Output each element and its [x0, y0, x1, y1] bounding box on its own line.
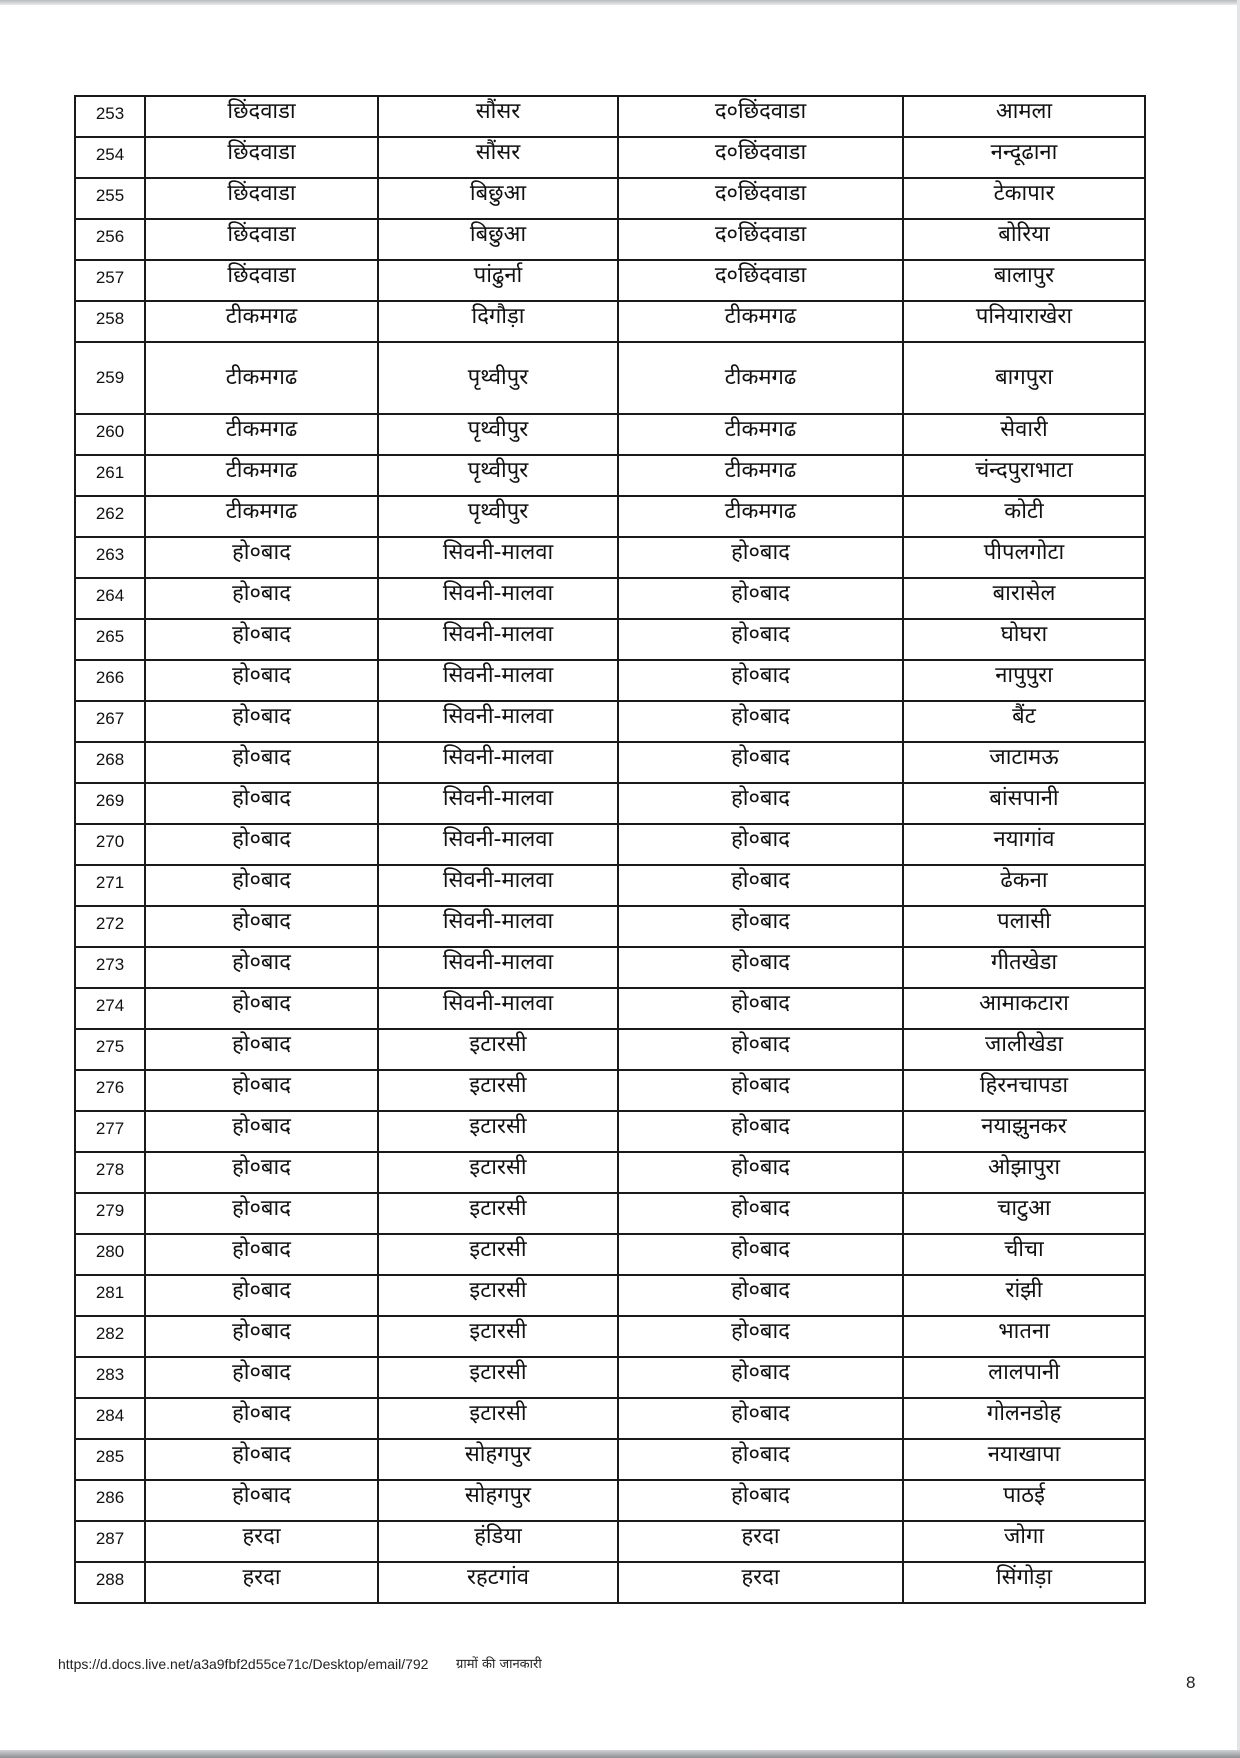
table-row: [75, 342, 1145, 414]
table-row: [75, 578, 1145, 619]
serial-number-cell: 259: [75, 342, 145, 414]
district-cell: हो०बाद: [145, 1029, 378, 1070]
table-row: [75, 783, 1145, 824]
table-row: [75, 496, 1145, 537]
district-cell: हो०बाद: [145, 988, 378, 1029]
table-row: [75, 660, 1145, 701]
block-cell: सिवनी-मालवा: [378, 742, 618, 783]
block-cell: सिवनी-मालवा: [378, 701, 618, 742]
village-table-body: [75, 96, 1145, 1603]
village-cell: जाटामऊ: [903, 742, 1145, 783]
serial-number-cell: 277: [75, 1111, 145, 1152]
serial-number-cell: 280: [75, 1234, 145, 1275]
district-cell: हो०बाद: [145, 783, 378, 824]
division-cell: हो०बाद: [618, 906, 903, 947]
district-cell: हो०बाद: [145, 1234, 378, 1275]
district-cell: टीकमगढ: [145, 496, 378, 537]
block-cell: इटारसी: [378, 1398, 618, 1439]
table-row: [75, 1398, 1145, 1439]
village-cell: लालपानी: [903, 1357, 1145, 1398]
serial-number-cell: 270: [75, 824, 145, 865]
village-cell: गीतखेडा: [903, 947, 1145, 988]
serial-number-cell: 265: [75, 619, 145, 660]
block-cell: सिवनी-मालवा: [378, 865, 618, 906]
serial-number-cell: 282: [75, 1316, 145, 1357]
block-cell: सोहगपुर: [378, 1439, 618, 1480]
table-row: [75, 947, 1145, 988]
division-cell: हो०बाद: [618, 578, 903, 619]
division-cell: टीकमगढ: [618, 414, 903, 455]
block-cell: सिवनी-मालवा: [378, 824, 618, 865]
division-cell: टीकमगढ: [618, 496, 903, 537]
block-cell: इटारसी: [378, 1029, 618, 1070]
division-cell: हो०बाद: [618, 783, 903, 824]
block-cell: इटारसी: [378, 1193, 618, 1234]
block-cell: सोहगपुर: [378, 1480, 618, 1521]
serial-number-cell: 257: [75, 260, 145, 301]
village-cell: भातना: [903, 1316, 1145, 1357]
block-cell: सिवनी-मालवा: [378, 578, 618, 619]
district-cell: हो०बाद: [145, 660, 378, 701]
serial-number-cell: 263: [75, 537, 145, 578]
block-cell: बिछुआ: [378, 219, 618, 260]
serial-number-cell: 255: [75, 178, 145, 219]
serial-number-cell: 261: [75, 455, 145, 496]
serial-number-cell: 269: [75, 783, 145, 824]
village-cell: बैंट: [903, 701, 1145, 742]
division-cell: हो०बाद: [618, 1357, 903, 1398]
district-cell: हो०बाद: [145, 906, 378, 947]
serial-number-cell: 274: [75, 988, 145, 1029]
village-cell: नापुपुरा: [903, 660, 1145, 701]
district-cell: हो०बाद: [145, 1070, 378, 1111]
division-cell: हो०बाद: [618, 1398, 903, 1439]
district-cell: हो०बाद: [145, 1275, 378, 1316]
division-cell: द०छिंदवाडा: [618, 178, 903, 219]
serial-number-cell: 262: [75, 496, 145, 537]
district-cell: छिंदवाडा: [145, 96, 378, 137]
village-cell: पलासी: [903, 906, 1145, 947]
table-row: [75, 414, 1145, 455]
serial-number-cell: 272: [75, 906, 145, 947]
division-cell: हो०बाद: [618, 1070, 903, 1111]
district-cell: टीकमगढ: [145, 342, 378, 414]
table-row: [75, 619, 1145, 660]
village-cell: बालापुर: [903, 260, 1145, 301]
village-cell: घोघरा: [903, 619, 1145, 660]
serial-number-cell: 267: [75, 701, 145, 742]
table-row: [75, 1562, 1145, 1603]
block-cell: इटारसी: [378, 1070, 618, 1111]
block-cell: इटारसी: [378, 1152, 618, 1193]
division-cell: हरदा: [618, 1521, 903, 1562]
district-cell: हरदा: [145, 1521, 378, 1562]
serial-number-cell: 271: [75, 865, 145, 906]
table-row: [75, 1480, 1145, 1521]
block-cell: पृथ्वीपुर: [378, 414, 618, 455]
district-cell: हो०बाद: [145, 742, 378, 783]
district-cell: छिंदवाडा: [145, 260, 378, 301]
serial-number-cell: 258: [75, 301, 145, 342]
village-cell: चीचा: [903, 1234, 1145, 1275]
district-cell: छिंदवाडा: [145, 219, 378, 260]
serial-number-cell: 266: [75, 660, 145, 701]
division-cell: टीकमगढ: [618, 342, 903, 414]
table-row: [75, 537, 1145, 578]
village-cell: चाटुआ: [903, 1193, 1145, 1234]
district-cell: छिंदवाडा: [145, 178, 378, 219]
division-cell: टीकमगढ: [618, 455, 903, 496]
block-cell: सिवनी-मालवा: [378, 783, 618, 824]
village-cell: पीपलगोटा: [903, 537, 1145, 578]
division-cell: हो०बाद: [618, 1234, 903, 1275]
serial-number-cell: 279: [75, 1193, 145, 1234]
serial-number-cell: 278: [75, 1152, 145, 1193]
village-cell: जालीखेडा: [903, 1029, 1145, 1070]
serial-number-cell: 256: [75, 219, 145, 260]
village-cell: जोगा: [903, 1521, 1145, 1562]
division-cell: हो०बाद: [618, 865, 903, 906]
division-cell: हो०बाद: [618, 824, 903, 865]
district-cell: हो०बाद: [145, 537, 378, 578]
district-cell: हो०बाद: [145, 701, 378, 742]
village-cell: रांझी: [903, 1275, 1145, 1316]
table-row: [75, 1357, 1145, 1398]
division-cell: हरदा: [618, 1562, 903, 1603]
serial-number-cell: 254: [75, 137, 145, 178]
block-cell: पृथ्वीपुर: [378, 496, 618, 537]
village-cell: हिरनचापडा: [903, 1070, 1145, 1111]
block-cell: पृथ्वीपुर: [378, 455, 618, 496]
table-row: [75, 1316, 1145, 1357]
village-cell: नयाखापा: [903, 1439, 1145, 1480]
division-cell: द०छिंदवाडा: [618, 260, 903, 301]
serial-number-cell: 285: [75, 1439, 145, 1480]
village-cell: नन्दूढाना: [903, 137, 1145, 178]
district-cell: टीकमगढ: [145, 455, 378, 496]
block-cell: सिवनी-मालवा: [378, 619, 618, 660]
block-cell: सिवनी-मालवा: [378, 537, 618, 578]
table-row: [75, 701, 1145, 742]
serial-number-cell: 281: [75, 1275, 145, 1316]
table-row: [75, 455, 1145, 496]
block-cell: बिछुआ: [378, 178, 618, 219]
district-cell: हो०बाद: [145, 1316, 378, 1357]
village-cell: ओझापुरा: [903, 1152, 1145, 1193]
division-cell: हो०बाद: [618, 537, 903, 578]
division-cell: हो०बाद: [618, 1193, 903, 1234]
serial-number-cell: 253: [75, 96, 145, 137]
village-cell: नयागांव: [903, 824, 1145, 865]
table-row: [75, 1070, 1145, 1111]
district-cell: हो०बाद: [145, 578, 378, 619]
block-cell: सिवनी-मालवा: [378, 947, 618, 988]
division-cell: हो०बाद: [618, 742, 903, 783]
district-cell: हो०बाद: [145, 865, 378, 906]
serial-number-cell: 287: [75, 1521, 145, 1562]
table-row: [75, 1275, 1145, 1316]
village-cell: पनियाराखेरा: [903, 301, 1145, 342]
serial-number-cell: 264: [75, 578, 145, 619]
district-cell: हो०बाद: [145, 1480, 378, 1521]
village-cell: टेकापार: [903, 178, 1145, 219]
table-row: [75, 260, 1145, 301]
village-cell: गोलनडोह: [903, 1398, 1145, 1439]
village-cell: नयाझुनकर: [903, 1111, 1145, 1152]
village-cell: कोटी: [903, 496, 1145, 537]
district-cell: हो०बाद: [145, 1111, 378, 1152]
block-cell: सिवनी-मालवा: [378, 906, 618, 947]
division-cell: हो०बाद: [618, 1275, 903, 1316]
district-cell: हो०बाद: [145, 1398, 378, 1439]
block-cell: इटारसी: [378, 1316, 618, 1357]
district-cell: हरदा: [145, 1562, 378, 1603]
division-cell: हो०बाद: [618, 1316, 903, 1357]
footer-url: https://d.docs.live.net/a3a9fbf2d55ce71c/Desktop/email/792: [58, 1656, 429, 1672]
village-cell: चंन्दपुराभाटा: [903, 455, 1145, 496]
division-cell: हो०बाद: [618, 701, 903, 742]
village-cell: पाठई: [903, 1480, 1145, 1521]
division-cell: हो०बाद: [618, 1029, 903, 1070]
block-cell: सौंसर: [378, 96, 618, 137]
table-row: [75, 219, 1145, 260]
village-cell: सिंगोड़ा: [903, 1562, 1145, 1603]
district-cell: टीकमगढ: [145, 301, 378, 342]
table-row: [75, 137, 1145, 178]
division-cell: हो०बाद: [618, 1480, 903, 1521]
table-row: [75, 865, 1145, 906]
village-cell: सेवारी: [903, 414, 1145, 455]
division-cell: टीकमगढ: [618, 301, 903, 342]
block-cell: दिगौड़ा: [378, 301, 618, 342]
serial-number-cell: 276: [75, 1070, 145, 1111]
block-cell: पांढुर्ना: [378, 260, 618, 301]
village-cell: बारासेल: [903, 578, 1145, 619]
table-row: [75, 1521, 1145, 1562]
division-cell: हो०बाद: [618, 1152, 903, 1193]
serial-number-cell: 268: [75, 742, 145, 783]
footer-title: ग्रामों की जानकारी: [456, 1657, 542, 1672]
village-cell: बागपुरा: [903, 342, 1145, 414]
block-cell: हंडिया: [378, 1521, 618, 1562]
block-cell: इटारसी: [378, 1111, 618, 1152]
block-cell: रहटगांव: [378, 1562, 618, 1603]
serial-number-cell: 275: [75, 1029, 145, 1070]
table-row: [75, 1193, 1145, 1234]
district-cell: टीकमगढ: [145, 414, 378, 455]
table-row: [75, 988, 1145, 1029]
serial-number-cell: 260: [75, 414, 145, 455]
table-row: [75, 1111, 1145, 1152]
serial-number-cell: 273: [75, 947, 145, 988]
table-row: [75, 301, 1145, 342]
table-row: [75, 824, 1145, 865]
page-number: 8: [1186, 1673, 1196, 1692]
division-cell: द०छिंदवाडा: [618, 96, 903, 137]
district-cell: हो०बाद: [145, 1152, 378, 1193]
serial-number-cell: 288: [75, 1562, 145, 1603]
table-row: [75, 1439, 1145, 1480]
table-row: [75, 906, 1145, 947]
district-cell: हो०बाद: [145, 619, 378, 660]
table-row: [75, 1234, 1145, 1275]
village-cell: बांसपानी: [903, 783, 1145, 824]
block-cell: सिवनी-मालवा: [378, 660, 618, 701]
division-cell: हो०बाद: [618, 947, 903, 988]
table-row: [75, 178, 1145, 219]
block-cell: इटारसी: [378, 1234, 618, 1275]
district-cell: हो०बाद: [145, 947, 378, 988]
block-cell: सिवनी-मालवा: [378, 988, 618, 1029]
block-cell: पृथ्वीपुर: [378, 342, 618, 414]
table-row: [75, 96, 1145, 137]
serial-number-cell: 283: [75, 1357, 145, 1398]
district-cell: हो०बाद: [145, 824, 378, 865]
scan-top-edge: [0, 0, 1240, 5]
table-row: [75, 1029, 1145, 1070]
village-cell: आमाकटारा: [903, 988, 1145, 1029]
village-cell: आमला: [903, 96, 1145, 137]
district-cell: हो०बाद: [145, 1357, 378, 1398]
village-table: [74, 95, 1146, 1604]
block-cell: इटारसी: [378, 1357, 618, 1398]
scan-bottom-edge: [0, 1750, 1240, 1758]
division-cell: हो०बाद: [618, 619, 903, 660]
village-cell: बोरिया: [903, 219, 1145, 260]
block-cell: सौंसर: [378, 137, 618, 178]
district-cell: छिंदवाडा: [145, 137, 378, 178]
serial-number-cell: 286: [75, 1480, 145, 1521]
division-cell: हो०बाद: [618, 660, 903, 701]
division-cell: हो०बाद: [618, 1439, 903, 1480]
division-cell: हो०बाद: [618, 1111, 903, 1152]
division-cell: द०छिंदवाडा: [618, 137, 903, 178]
serial-number-cell: 284: [75, 1398, 145, 1439]
table-row: [75, 1152, 1145, 1193]
district-cell: हो०बाद: [145, 1439, 378, 1480]
table-row: [75, 742, 1145, 783]
district-cell: हो०बाद: [145, 1193, 378, 1234]
block-cell: इटारसी: [378, 1275, 618, 1316]
division-cell: हो०बाद: [618, 988, 903, 1029]
division-cell: द०छिंदवाडा: [618, 219, 903, 260]
village-cell: ढेकना: [903, 865, 1145, 906]
